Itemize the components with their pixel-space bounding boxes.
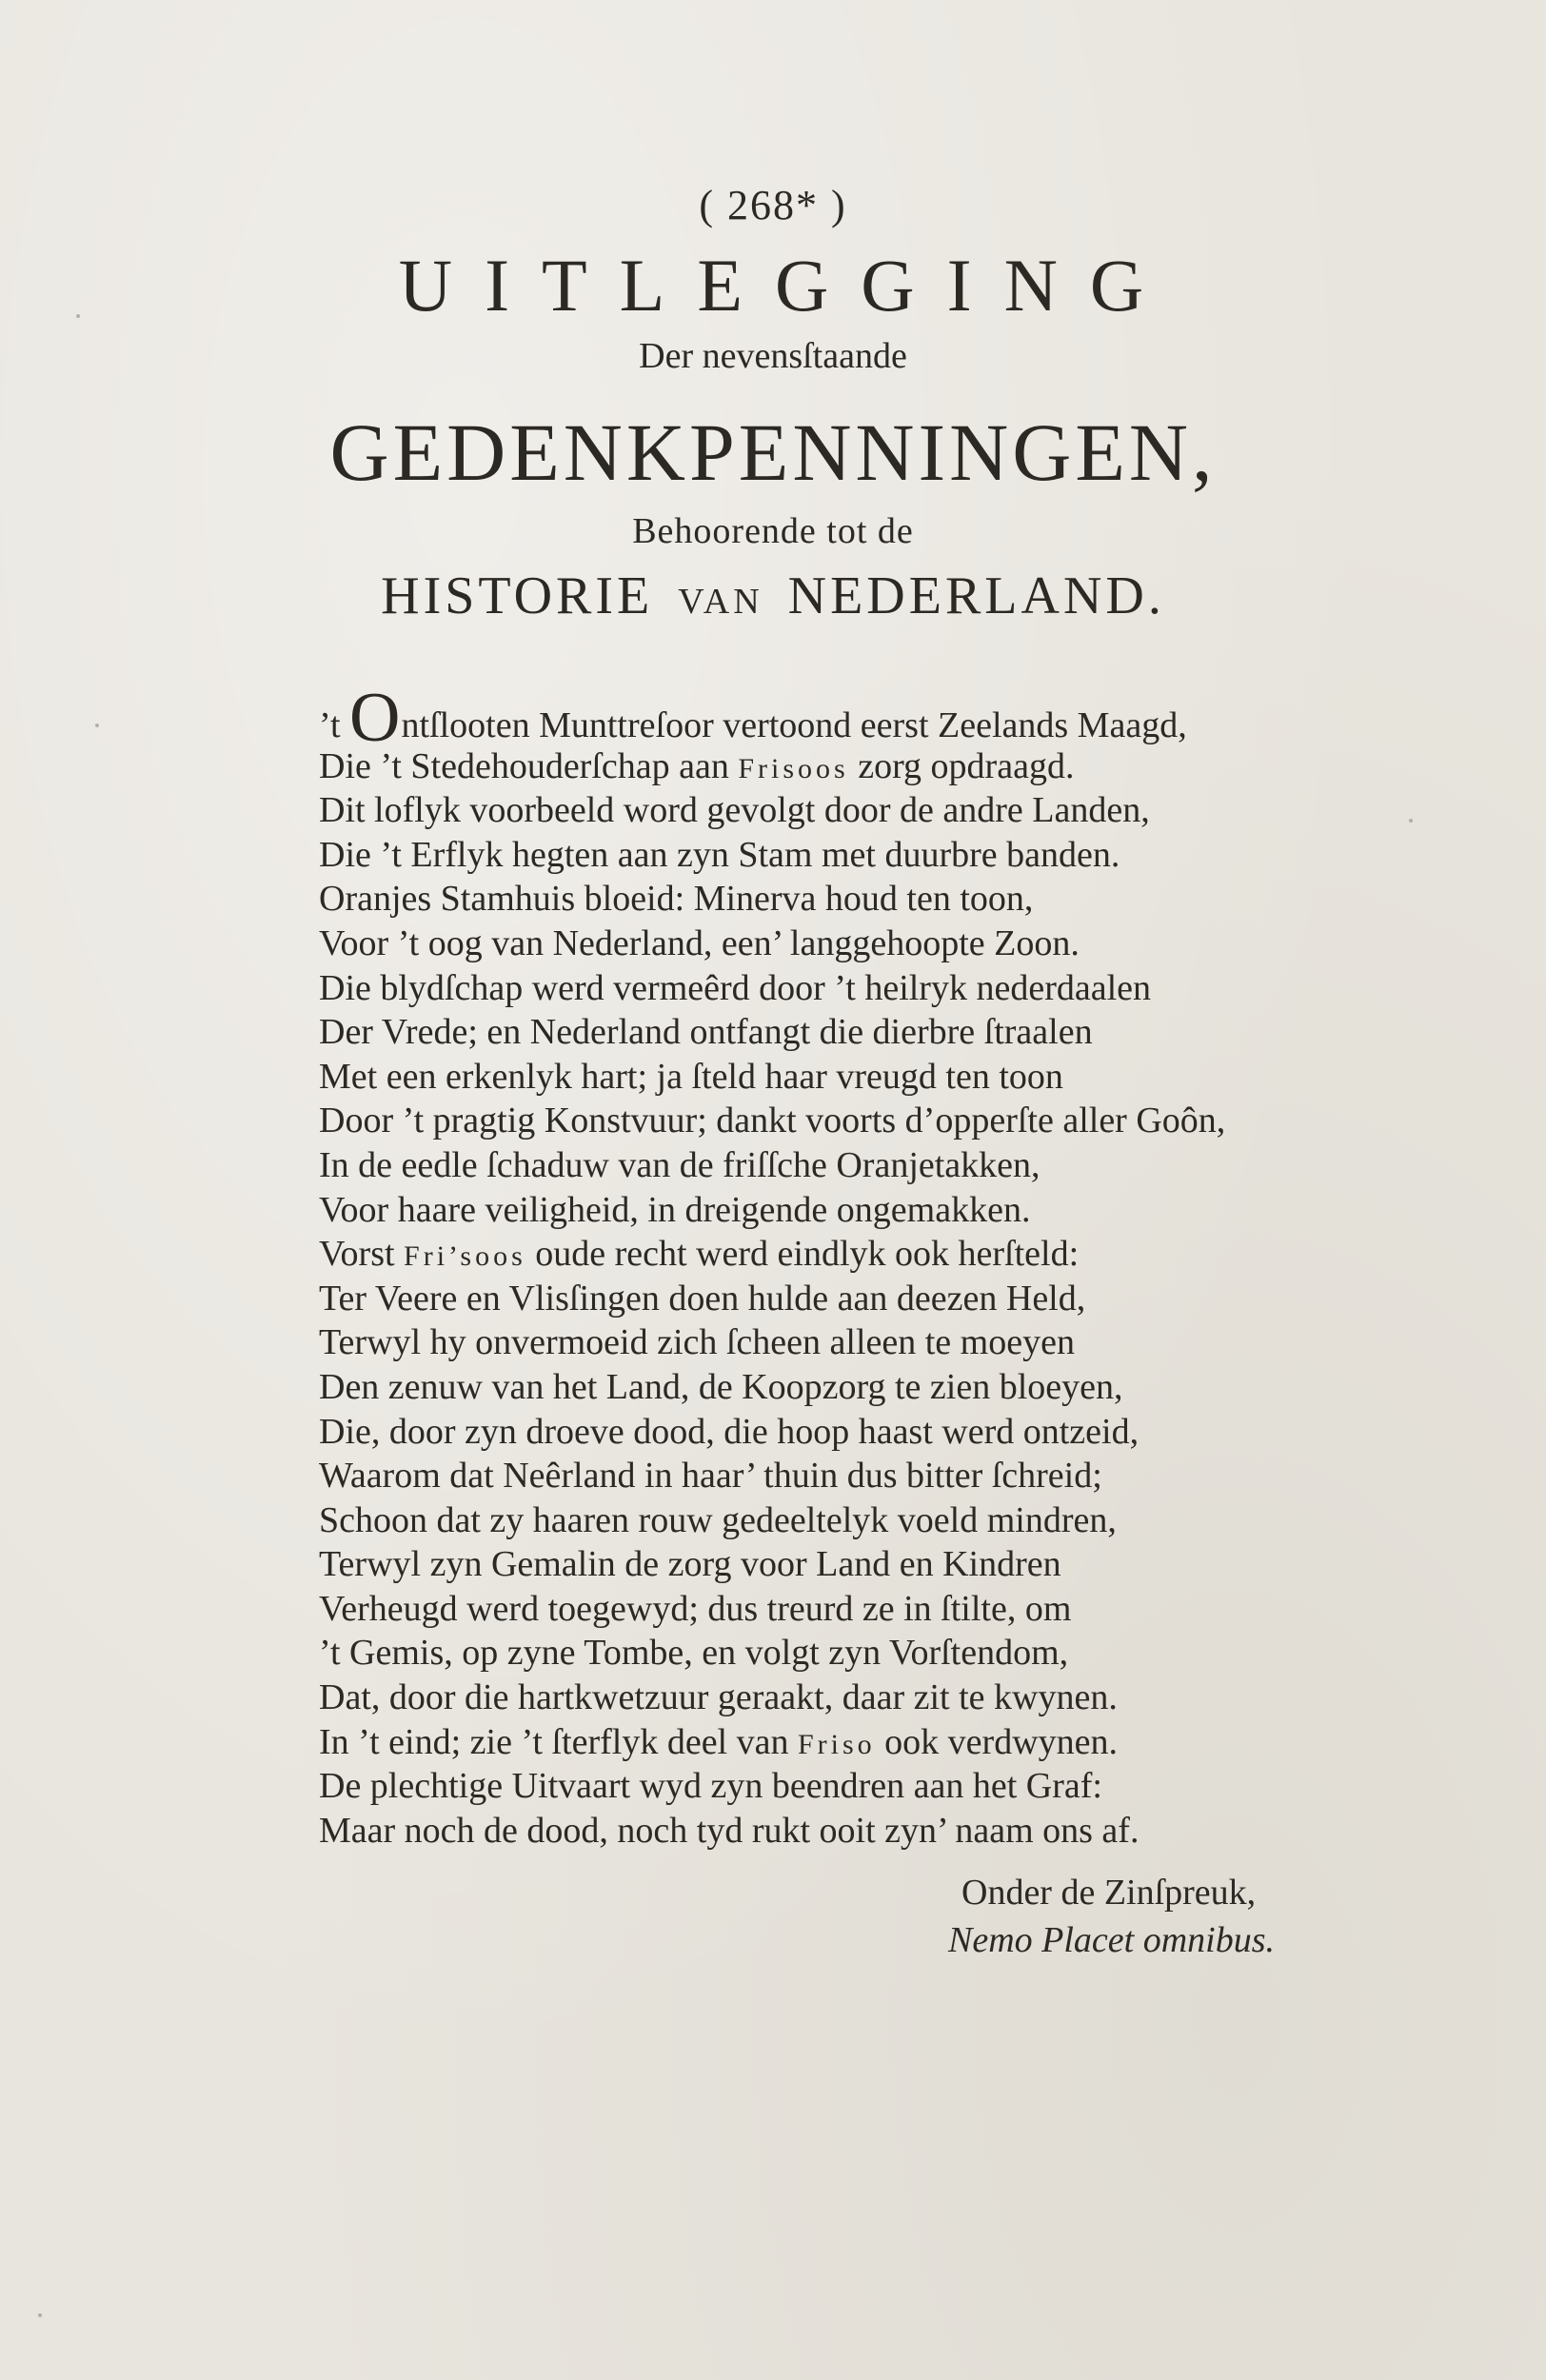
poem-line: Ter Veere en Vlisſingen doen hulde aan deezen Held, [319,1278,1086,1319]
line-text: ntſlooten Munttreſoor vertoond eerst Zeelands Maagd, [401,705,1187,745]
line-text: Vorst [319,1234,395,1275]
line-text: zorg opdraagd. [858,745,1075,786]
poem-line [319,1720,1442,1765]
poem-line: Verheugd werd toegewyd; dus treurd ze in ſtilte, om [319,1588,1072,1629]
poem-line: Den zenuw van het Land, de Koopzorg te zien bloeyen, [319,1366,1123,1407]
motto: Nemo Placet omnibus. [948,1920,1276,1960]
poem-line: ’t Gemis, op zyne Tombe, en volgt zyn Vorſtendom, [319,1633,1069,1674]
poem-line: Die blydſchap werd vermeêrd door ’t heilryk nederdaalen [319,967,1151,1008]
paper-speck [38,2313,42,2317]
poem-line: Oranjes Stamhuis bloeid: Minerva houd ten toon, [319,879,1034,920]
poem-line: Die ’t Erflyk hegten aan zyn Stam met duurbre banden. [319,834,1120,875]
paper-speck [95,724,99,727]
poem-line: Voor haare veiligheid, in dreigende ongemakken. [319,1189,1031,1230]
name-frisoos: Frisoos [738,752,849,784]
poem-line: Waarom dat Neêrland in haar’ thuin dus bitter ſchreid; [319,1456,1102,1497]
paper-speck [1409,819,1413,823]
name-frisoos: Fri’soos [404,1240,526,1273]
poem-line: Maar noch de dood, noch tyd rukt ooit zyn’ naam ons af. [319,1810,1140,1851]
poem-line [319,679,1442,757]
line-text: In ’t eind; zie ’t ſterflyk deel van [319,1721,789,1762]
name-friso: Friso [797,1728,876,1760]
line-text: oude recht werd eindlyk ook herſteld: [535,1234,1080,1275]
line-prefix: ’t [319,705,341,745]
poem-line: In de eedle ſchaduw van de friſſche Oranjetakken, [319,1144,1041,1185]
poem-line: Terwyl hy onvermoeid zich ſcheen alleen te moeyen [319,1322,1075,1363]
subtitle-nevensstaande: Der nevensſtaande [639,336,907,376]
poem-line: Door ’t pragtig Konstvuur; dankt voorts d’opperſte aller Goôn, [319,1101,1226,1141]
title-historie: HISTORIE [381,566,654,625]
drop-cap: O [349,679,401,757]
page-number: ( 268* ) [699,182,847,228]
poem-line: Die, door zyn droeve dood, die hoop haast werd ontzeid, [319,1411,1140,1452]
poem-line: Dit loflyk voorbeeld word gevolgt door de andre Landen, [319,790,1150,831]
poem-line: Voor ’t oog van Nederland, een’ langgehoopte Zoon. [319,922,1080,963]
subtitle-behoorende: Behoorende tot de [632,511,914,551]
poem-line: Schoon dat zy haaren rouw gedeeltelyk voeld mindren, [319,1499,1117,1540]
poem-line [319,744,1442,789]
poem-line: Met een erkenlyk hart; ja ſteld haar vreugd ten toon [319,1056,1063,1097]
title-van: VAN [678,582,763,622]
poem-line: Dat, door die hartkwetzuur geraakt, daar zit te kwynen. [319,1677,1118,1718]
poem-line: Terwyl zyn Gemalin de zorg voor Land en Kindren [319,1544,1061,1585]
title-historie-van-nederland [0,565,1546,626]
title-gedenkpenningen: GEDENKPENNINGEN, [329,407,1217,498]
poem [319,679,1442,1853]
title-nederland: NEDERLAND. [787,566,1165,625]
line-text: Die ’t Stedehouderſchap aan [319,745,729,786]
poem-line: Der Vrede; en Nederland ontfangt die dierbre ſtraalen [319,1012,1093,1053]
page-title: UITLEGGING [398,244,1177,327]
motto-intro: Onder de Zinſpreuk, [961,1873,1257,1913]
paper-speck [76,314,80,318]
poem-line [319,1232,1442,1277]
poem-line: De plechtige Uitvaart wyd zyn beendren aan het Graf: [319,1766,1102,1807]
line-text: ook verdwynen. [884,1721,1119,1762]
